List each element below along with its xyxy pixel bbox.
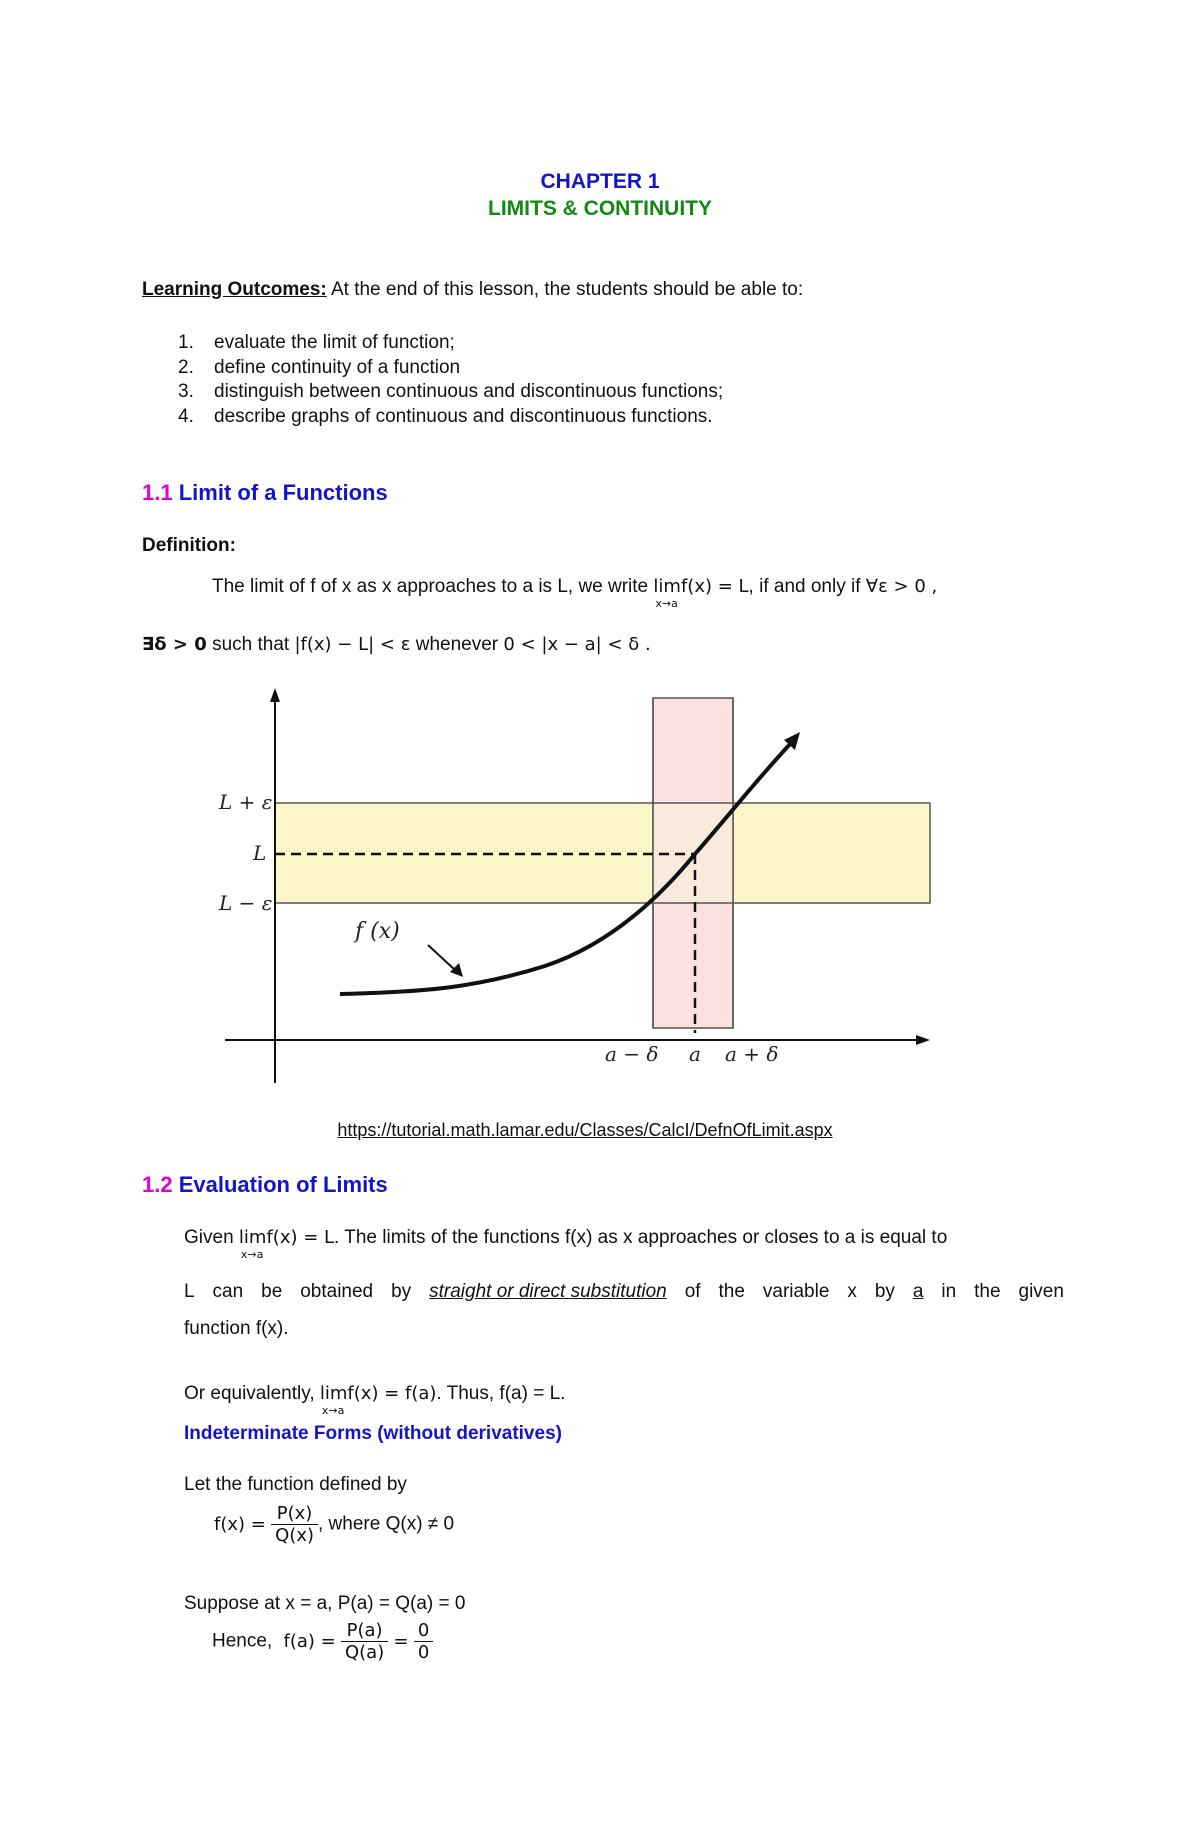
given-line: Given limf(x) = L x→a . The limits of the functions f(x) as x approaches or closes to a is equal to: [184, 1227, 948, 1261]
zero-fraction: $\frac{0}{0}$: [414, 1620, 433, 1663]
suppose-line: Suppose at x = a, P(a) = Q(a) = 0: [184, 1593, 466, 1614]
equivalently-line: Or equivalently, limf(x) = f(a) x→a . Thus, f(a) = L.: [184, 1383, 566, 1417]
section-heading-1-2: 1.2 Evaluation of Limits: [142, 1172, 388, 1197]
indeterminate-forms-heading: Indeterminate Forms (without derivatives): [184, 1423, 562, 1444]
label-a: a: [689, 1042, 701, 1066]
epsilon-delta-figure: [215, 688, 945, 1088]
learning-outcomes-intro: [142, 279, 803, 301]
substitution-line: L can be obtained by straight or direct substitution of the variable x by a in the given: [184, 1281, 1064, 1302]
definition-line-2: ∃δ > 0 such that |f(x) − L| < ε whenever 0 < |x − a| < δ .: [142, 634, 651, 655]
fx-definition: f(x) = $\frac{P(x)}{Q(x)}$ , where Q(x) ≠ 0: [214, 1503, 455, 1546]
limit-expression: limf(x) = L x→a: [653, 576, 749, 610]
list-item: 2. define continuity of a function: [178, 356, 461, 378]
list-item: 4. describe graphs of continuous and discontinuous functions.: [178, 405, 713, 427]
fa-fraction: $\frac{P(a)}{Q(a)}$: [341, 1620, 388, 1663]
label-fx: f (x): [355, 919, 400, 944]
learning-outcomes-list: [174, 331, 723, 429]
learning-outcomes-text: At the end of this lesson, the students should be able to:: [330, 279, 804, 300]
section-heading-1-1: 1.1 Limit of a Functions: [142, 480, 388, 505]
chapter-subtitle: LIMITS & CONTINUITY: [488, 197, 712, 220]
learning-outcomes-label: Learning Outcomes:: [142, 279, 327, 300]
limit-expression: limf(x) = f(a) x→a: [319, 1383, 437, 1417]
label-a-minus-delta: a − δ: [605, 1042, 659, 1066]
fx-pointer: [428, 945, 455, 970]
label-a-plus-delta: a + δ: [725, 1042, 779, 1066]
definition-line-1: The limit of f of x as x approaches to a is L, we write limf(x) = L x→a , if and only if ∀ε > 0 ,: [212, 576, 938, 610]
source-link[interactable]: https://tutorial.math.lamar.edu/Classes/CalcI/DefnOfLimit.aspx: [337, 1120, 833, 1140]
fx-fraction: $\frac{P(x)}{Q(x)}$: [271, 1503, 318, 1546]
label-L-plus-epsilon: L + ε: [219, 790, 273, 814]
let-function-line: Let the function defined by: [184, 1474, 407, 1495]
definition-label: Definition:: [142, 535, 236, 556]
list-item: 1. evaluate the limit of function;: [178, 332, 455, 353]
label-L: L: [253, 841, 267, 865]
chapter-title: CHAPTER 1: [540, 170, 660, 193]
function-line: function f(x).: [184, 1318, 289, 1339]
hence-line: Hence, f(a) = $\frac{P(a)}{Q(a)}$ = $\frac{0}{0}$: [212, 1620, 433, 1663]
label-L-minus-epsilon: L − ε: [219, 891, 273, 915]
list-item: 3. distinguish between continuous and discontinuous functions;: [178, 381, 724, 402]
limit-expression: limf(x) = L x→a: [238, 1227, 335, 1261]
